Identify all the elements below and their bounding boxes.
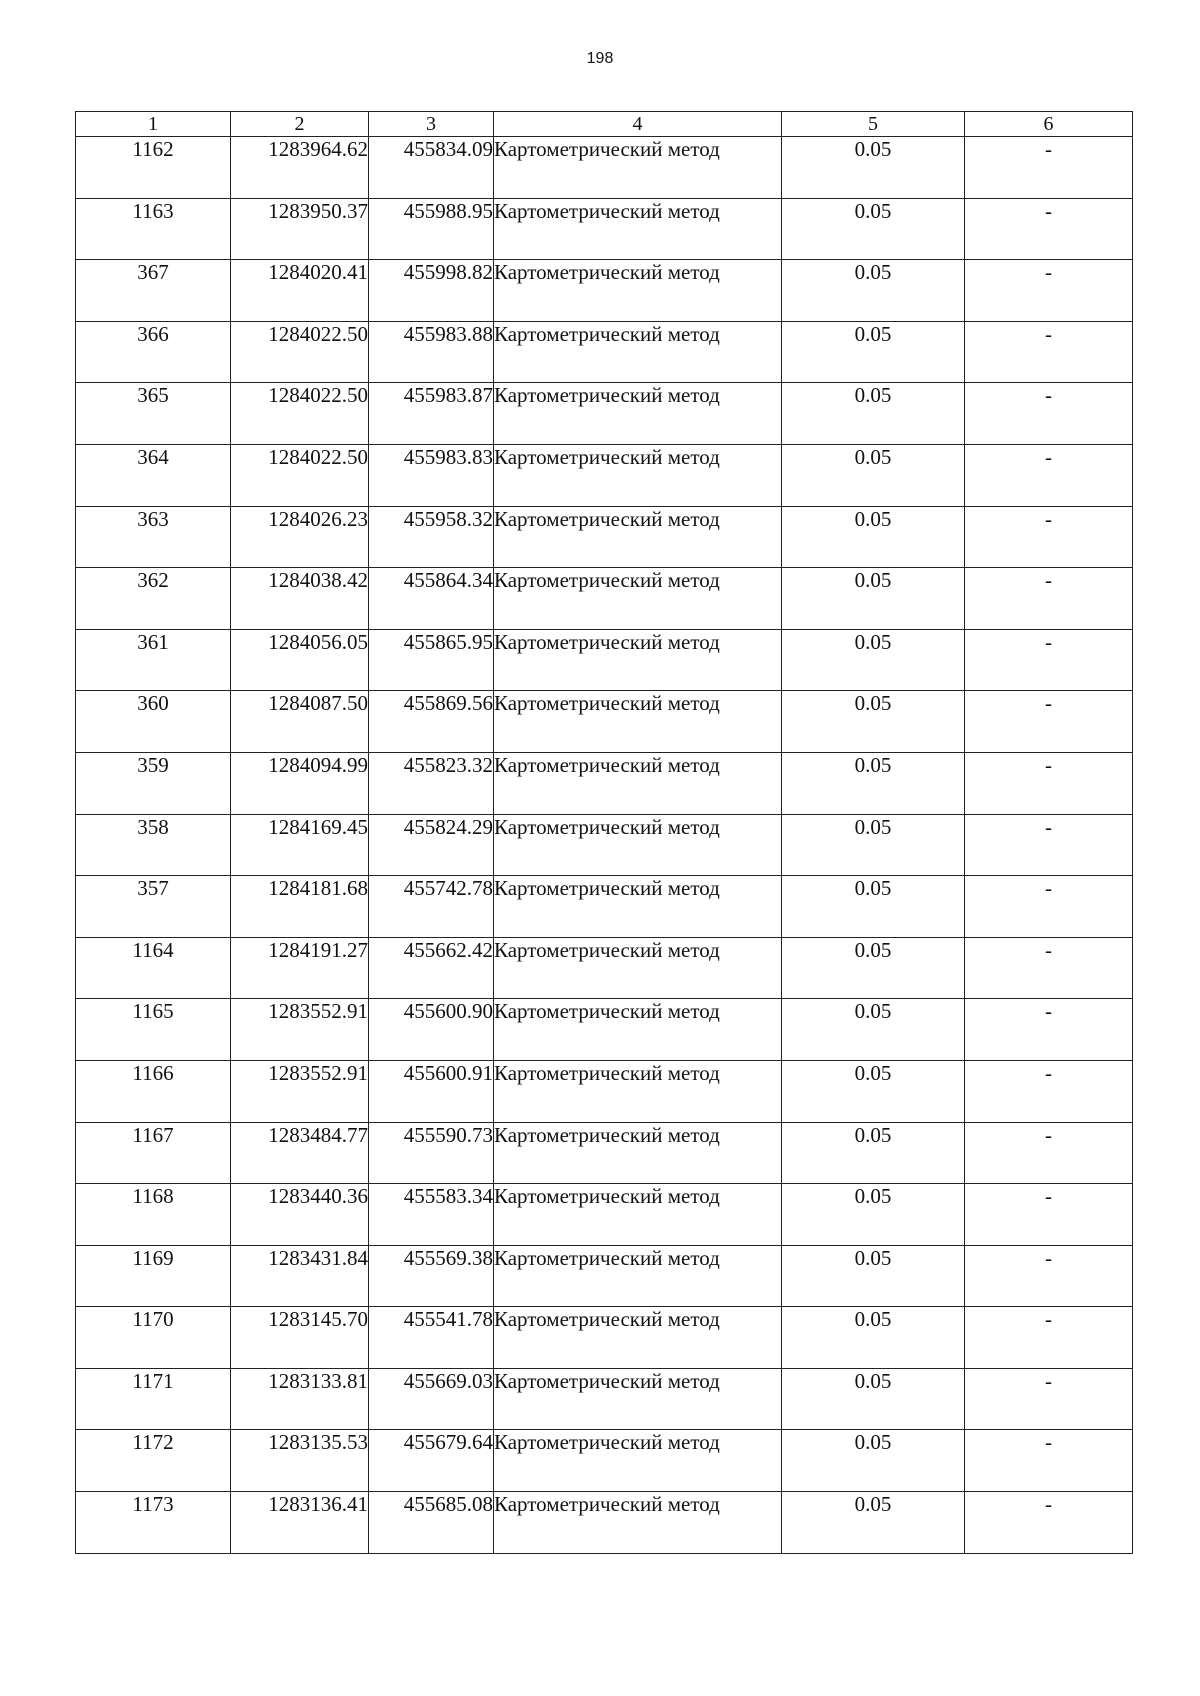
table-row — [76, 321, 1133, 383]
x-coordinate-cell: 1283484.77 — [231, 1122, 369, 1184]
accuracy-cell: 0.05 — [782, 198, 965, 260]
method-cell: Картометрический метод — [494, 1184, 782, 1246]
x-coordinate-cell: 1284181.68 — [231, 876, 369, 938]
table-row — [76, 1245, 1133, 1307]
note-cell: - — [965, 1430, 1133, 1492]
y-coordinate-cell: 455662.42 — [369, 937, 494, 999]
method-cell: Картометрический метод — [494, 198, 782, 260]
page-number: 198 — [586, 50, 614, 67]
point-number-cell: 1164 — [76, 937, 231, 999]
method-cell: Картометрический метод — [494, 506, 782, 568]
method-cell: Картометрический метод — [494, 444, 782, 506]
method-cell: Картометрический метод — [494, 629, 782, 691]
column-header: 4 — [494, 112, 782, 137]
column-header: 6 — [965, 112, 1133, 137]
point-number-cell: 1170 — [76, 1307, 231, 1369]
note-cell: - — [965, 1122, 1133, 1184]
table-row — [76, 383, 1133, 445]
y-coordinate-cell: 455983.88 — [369, 321, 494, 383]
method-cell: Картометрический метод — [494, 691, 782, 753]
accuracy-cell: 0.05 — [782, 1368, 965, 1430]
point-number-cell: 1165 — [76, 999, 231, 1061]
y-coordinate-cell: 455583.34 — [369, 1184, 494, 1246]
accuracy-cell: 0.05 — [782, 260, 965, 322]
y-coordinate-cell: 455569.38 — [369, 1245, 494, 1307]
note-cell: - — [965, 1060, 1133, 1122]
table-row — [76, 1060, 1133, 1122]
accuracy-cell: 0.05 — [782, 999, 965, 1061]
accuracy-cell: 0.05 — [782, 383, 965, 445]
point-number-cell: 1171 — [76, 1368, 231, 1430]
table-row — [76, 1368, 1133, 1430]
note-cell: - — [965, 999, 1133, 1061]
coordinates-table — [75, 111, 1133, 1554]
x-coordinate-cell: 1284169.45 — [231, 814, 369, 876]
point-number-cell: 1162 — [76, 137, 231, 199]
point-number-cell: 366 — [76, 321, 231, 383]
table-row — [76, 752, 1133, 814]
note-cell: - — [965, 691, 1133, 753]
point-number-cell: 1163 — [76, 198, 231, 260]
x-coordinate-cell: 1283950.37 — [231, 198, 369, 260]
accuracy-cell: 0.05 — [782, 629, 965, 691]
point-number-cell: 363 — [76, 506, 231, 568]
note-cell: - — [965, 1492, 1133, 1554]
y-coordinate-cell: 455983.87 — [369, 383, 494, 445]
note-cell: - — [965, 1245, 1133, 1307]
x-coordinate-cell: 1284191.27 — [231, 937, 369, 999]
accuracy-cell: 0.05 — [782, 876, 965, 938]
point-number-cell: 1173 — [76, 1492, 231, 1554]
y-coordinate-cell: 455983.83 — [369, 444, 494, 506]
point-number-cell: 1167 — [76, 1122, 231, 1184]
table-row — [76, 937, 1133, 999]
accuracy-cell: 0.05 — [782, 1060, 965, 1122]
note-cell: - — [965, 1184, 1133, 1246]
column-header: 1 — [76, 112, 231, 137]
y-coordinate-cell: 455865.95 — [369, 629, 494, 691]
note-cell: - — [965, 321, 1133, 383]
point-number-cell: 1166 — [76, 1060, 231, 1122]
note-cell: - — [965, 506, 1133, 568]
note-cell: - — [965, 1307, 1133, 1369]
x-coordinate-cell: 1284026.23 — [231, 506, 369, 568]
point-number-cell: 361 — [76, 629, 231, 691]
accuracy-cell: 0.05 — [782, 444, 965, 506]
table-row — [76, 1184, 1133, 1246]
table-row — [76, 691, 1133, 753]
table-row — [76, 568, 1133, 630]
accuracy-cell: 0.05 — [782, 506, 965, 568]
column-header: 2 — [231, 112, 369, 137]
point-number-cell: 364 — [76, 444, 231, 506]
table-row — [76, 137, 1133, 199]
note-cell: - — [965, 752, 1133, 814]
method-cell: Картометрический метод — [494, 937, 782, 999]
table-row — [76, 1307, 1133, 1369]
y-coordinate-cell: 455590.73 — [369, 1122, 494, 1184]
note-cell: - — [965, 814, 1133, 876]
x-coordinate-cell: 1283133.81 — [231, 1368, 369, 1430]
y-coordinate-cell: 455669.03 — [369, 1368, 494, 1430]
x-coordinate-cell: 1284022.50 — [231, 321, 369, 383]
method-cell: Картометрический метод — [494, 1060, 782, 1122]
table-row — [76, 260, 1133, 322]
x-coordinate-cell: 1284094.99 — [231, 752, 369, 814]
note-cell: - — [965, 198, 1133, 260]
x-coordinate-cell: 1283136.41 — [231, 1492, 369, 1554]
method-cell: Картометрический метод — [494, 876, 782, 938]
method-cell: Картометрический метод — [494, 383, 782, 445]
x-coordinate-cell: 1283145.70 — [231, 1307, 369, 1369]
accuracy-cell: 0.05 — [782, 691, 965, 753]
method-cell: Картометрический метод — [494, 999, 782, 1061]
y-coordinate-cell: 455824.29 — [369, 814, 494, 876]
point-number-cell: 359 — [76, 752, 231, 814]
note-cell: - — [965, 937, 1133, 999]
accuracy-cell: 0.05 — [782, 1184, 965, 1246]
table-row — [76, 506, 1133, 568]
note-cell: - — [965, 444, 1133, 506]
x-coordinate-cell: 1284022.50 — [231, 444, 369, 506]
x-coordinate-cell: 1283552.91 — [231, 999, 369, 1061]
y-coordinate-cell: 455834.09 — [369, 137, 494, 199]
accuracy-cell: 0.05 — [782, 321, 965, 383]
accuracy-cell: 0.05 — [782, 1307, 965, 1369]
point-number-cell: 365 — [76, 383, 231, 445]
accuracy-cell: 0.05 — [782, 814, 965, 876]
x-coordinate-cell: 1283552.91 — [231, 1060, 369, 1122]
note-cell: - — [965, 260, 1133, 322]
method-cell: Картометрический метод — [494, 1368, 782, 1430]
x-coordinate-cell: 1284020.41 — [231, 260, 369, 322]
point-number-cell: 362 — [76, 568, 231, 630]
table-body — [76, 137, 1133, 1554]
table-row — [76, 198, 1133, 260]
x-coordinate-cell: 1283964.62 — [231, 137, 369, 199]
column-header: 5 — [782, 112, 965, 137]
accuracy-cell: 0.05 — [782, 937, 965, 999]
x-coordinate-cell: 1283440.36 — [231, 1184, 369, 1246]
x-coordinate-cell: 1283431.84 — [231, 1245, 369, 1307]
column-header: 3 — [369, 112, 494, 137]
method-cell: Картометрический метод — [494, 568, 782, 630]
x-coordinate-cell: 1284038.42 — [231, 568, 369, 630]
method-cell: Картометрический метод — [494, 1122, 782, 1184]
y-coordinate-cell: 455600.90 — [369, 999, 494, 1061]
method-cell: Картометрический метод — [494, 1307, 782, 1369]
method-cell: Картометрический метод — [494, 321, 782, 383]
point-number-cell: 360 — [76, 691, 231, 753]
method-cell: Картометрический метод — [494, 1492, 782, 1554]
method-cell: Картометрический метод — [494, 260, 782, 322]
point-number-cell: 1169 — [76, 1245, 231, 1307]
method-cell: Картометрический метод — [494, 1430, 782, 1492]
y-coordinate-cell: 455600.91 — [369, 1060, 494, 1122]
table-row — [76, 999, 1133, 1061]
method-cell: Картометрический метод — [494, 752, 782, 814]
accuracy-cell: 0.05 — [782, 1122, 965, 1184]
accuracy-cell: 0.05 — [782, 1245, 965, 1307]
table-row — [76, 444, 1133, 506]
table-row — [76, 1492, 1133, 1554]
x-coordinate-cell: 1284022.50 — [231, 383, 369, 445]
point-number-cell: 357 — [76, 876, 231, 938]
note-cell: - — [965, 629, 1133, 691]
y-coordinate-cell: 455679.64 — [369, 1430, 494, 1492]
table-row — [76, 814, 1133, 876]
y-coordinate-cell: 455869.56 — [369, 691, 494, 753]
y-coordinate-cell: 455823.32 — [369, 752, 494, 814]
point-number-cell: 358 — [76, 814, 231, 876]
method-cell: Картометрический метод — [494, 137, 782, 199]
table-row — [76, 629, 1133, 691]
table-row — [76, 1430, 1133, 1492]
x-coordinate-cell: 1284056.05 — [231, 629, 369, 691]
y-coordinate-cell: 455541.78 — [369, 1307, 494, 1369]
note-cell: - — [965, 568, 1133, 630]
x-coordinate-cell: 1284087.50 — [231, 691, 369, 753]
note-cell: - — [965, 383, 1133, 445]
accuracy-cell: 0.05 — [782, 752, 965, 814]
y-coordinate-cell: 455685.08 — [369, 1492, 494, 1554]
y-coordinate-cell: 455988.95 — [369, 198, 494, 260]
table-row — [76, 876, 1133, 938]
y-coordinate-cell: 455742.78 — [369, 876, 494, 938]
accuracy-cell: 0.05 — [782, 137, 965, 199]
method-cell: Картометрический метод — [494, 814, 782, 876]
x-coordinate-cell: 1283135.53 — [231, 1430, 369, 1492]
table-row — [76, 1122, 1133, 1184]
note-cell: - — [965, 1368, 1133, 1430]
note-cell: - — [965, 137, 1133, 199]
point-number-cell: 367 — [76, 260, 231, 322]
point-number-cell: 1168 — [76, 1184, 231, 1246]
y-coordinate-cell: 455998.82 — [369, 260, 494, 322]
method-cell: Картометрический метод — [494, 1245, 782, 1307]
y-coordinate-cell: 455958.32 — [369, 506, 494, 568]
note-cell: - — [965, 876, 1133, 938]
accuracy-cell: 0.05 — [782, 568, 965, 630]
accuracy-cell: 0.05 — [782, 1492, 965, 1554]
table-header-row — [76, 112, 1133, 137]
y-coordinate-cell: 455864.34 — [369, 568, 494, 630]
accuracy-cell: 0.05 — [782, 1430, 965, 1492]
point-number-cell: 1172 — [76, 1430, 231, 1492]
